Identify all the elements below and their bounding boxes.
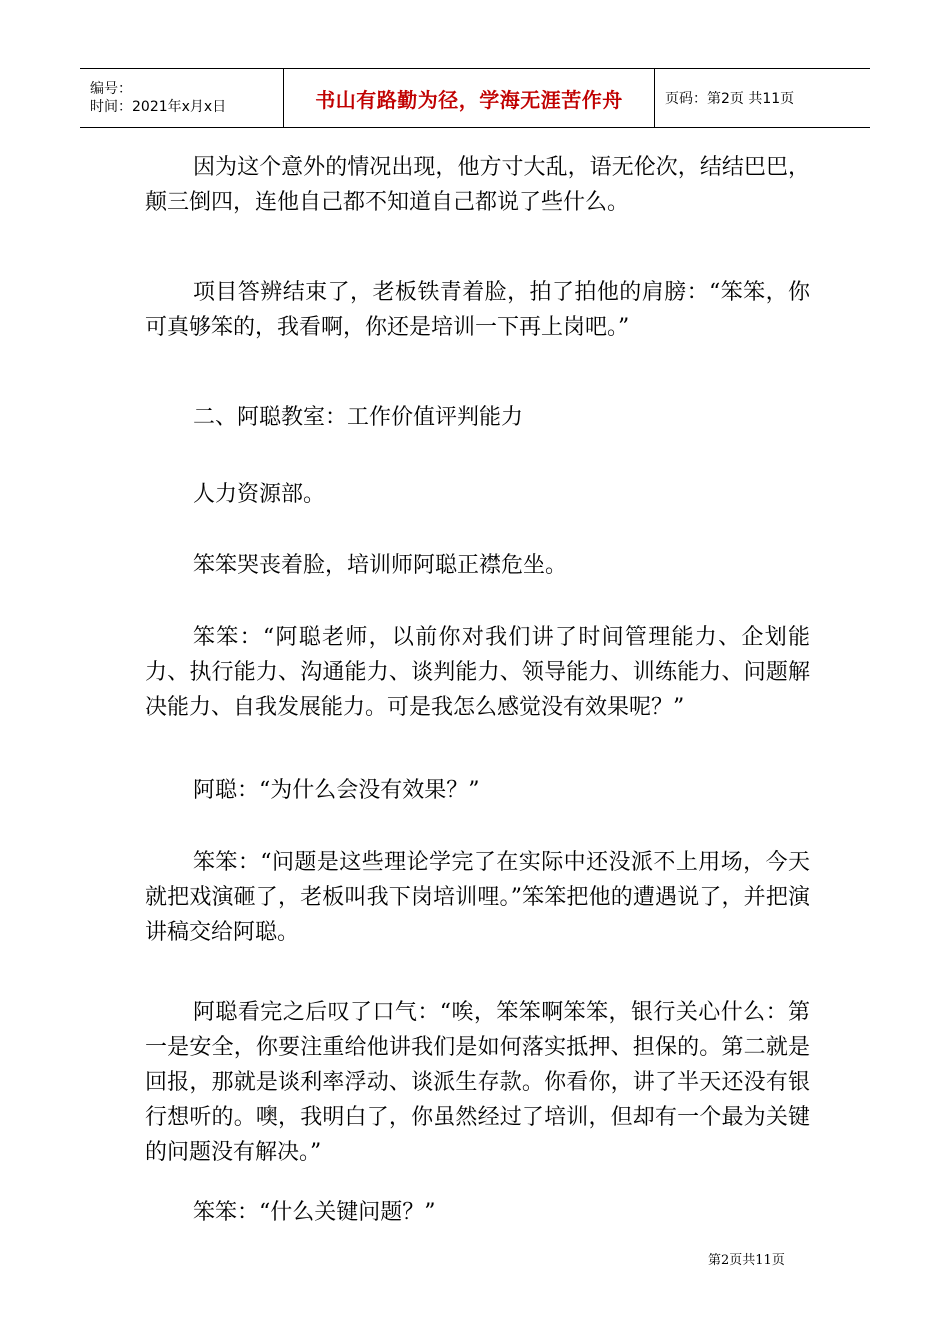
paragraph: 阿聪：“为什么会没有效果？” [193,778,480,803]
header-motto: 书山有路勤为径，学海无涯苦作舟 [283,69,655,127]
page-footer: 第2页共11页 [708,1253,785,1268]
number-label: 编号： [90,81,132,97]
section-heading: 二、阿聪教室：工作价值评判能力 [193,405,524,430]
paragraph: 笨笨哭丧着脸，培训师阿聪正襟危坐。 [193,553,568,578]
paragraph: 人力资源部。 [193,482,326,507]
document-header [80,68,870,128]
header-page-label: 页码：第2页 共11页 [665,91,795,107]
paragraph: 笨笨：“什么关键问题？” [193,1200,436,1225]
paragraph: 笨笨：“问题是这些理论学完了在实际中还没派不上用场，今天就把戏演砸了，老板叫我下岗培训哩。”笨笨把他的遭遇说了，并把演讲稿交给阿聪。 [145,850,810,945]
paragraph: 因为这个意外的情况出现，他方寸大乱，语无伦次，结结巴巴，颠三倒四，连他自己都不知道自己都说了些什么。 [145,155,810,215]
paragraph: 项目答辨结束了，老板铁青着脸，拍了拍他的肩膀：“笨笨，你可真够笨的，我看啊，你还是培训一下再上岗吧。” [145,280,810,340]
paragraph: 笨笨：“阿聪老师，以前你对我们讲了时间管理能力、企划能力、执行能力、沟通能力、谈判能力、领导能力、训练能力、问题解决能力、自我发展能力。可是我怎么感觉没有效果呢？” [145,625,810,720]
time-label: 时间：2021年x月x日 [90,99,227,115]
header-meta [80,69,283,127]
paragraph: 阿聪看完之后叹了口气：“唉，笨笨啊笨笨，银行关心什么：第一是安全，你要注重给他讲我们是如何落实抵押、担保的。第二就是回报，那就是谈利率浮动、谈派生存款。你看你，讲了半天还没有银行想听的。噢，我明白了，你虽然经过了培训，但却有一个最为关键的问题没有解决。” [145,1000,810,1165]
